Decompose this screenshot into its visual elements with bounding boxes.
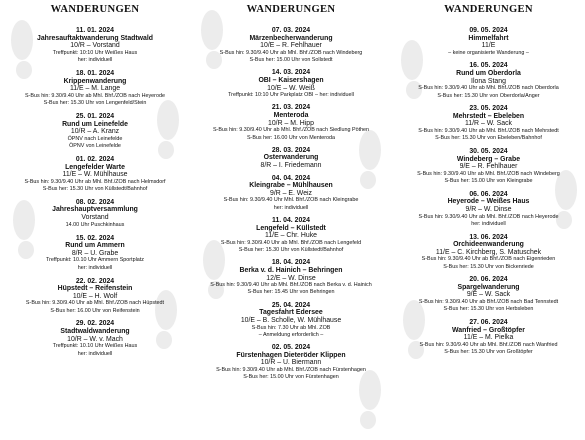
hike-detail: S-Bus hin: 9.30/9.40 Uhr ab Mhl. Bhf./ZOB nach Lengefeld	[220, 239, 362, 246]
hike-date: 25. 04. 2024	[271, 301, 311, 309]
hike-detail: S-Bus hin: 9.30/9.40 Uhr ab Mhl. Bhf./ZOB nach Siedlung Pöthen	[212, 127, 370, 134]
hike-entry	[418, 62, 559, 99]
hike-detail: S-Bus her: 15.00 Uhr von Fürstenhagen	[243, 374, 339, 381]
hike-date: 28. 03. 2024	[271, 146, 311, 154]
column-may-june	[392, 0, 585, 440]
hike-date: 13. 06. 2024	[469, 233, 508, 241]
column-march-may	[193, 0, 389, 440]
hike-detail: Treffpunkt: 10:10 Uhr Parkplatz OBI – her: individuell	[228, 92, 354, 99]
hike-detail: ÖPNV nach Leinefelde	[67, 135, 123, 142]
hike-entry	[417, 148, 560, 185]
hike-title: Jahresauftaktwanderung Stadtwald	[36, 34, 154, 42]
hike-detail: 14.00 Uhr Puschkinhaus	[65, 221, 125, 228]
hike-leader: 10/R – Vorstand	[70, 42, 120, 50]
hike-detail: Treffpunkt: 10.10 Uhr Ammern Sportplatz	[46, 257, 144, 264]
hike-detail: S-Bus her: 15.30 Uhr von Oberdorla/Anger	[437, 92, 540, 99]
hike-leader: 9/E – R. Fehlhauer	[459, 163, 518, 171]
hike-entry	[46, 235, 144, 272]
hike-title: Märzenbecherwanderung	[249, 34, 333, 42]
hike-detail: ÖPNV von Leinefelde	[69, 143, 121, 150]
hike-detail: – Anmeldung erforderlich –	[258, 331, 324, 338]
hike-leader: 9/E – W. Sack	[466, 291, 511, 299]
hike-leader: Ilona Stang	[471, 77, 506, 85]
hike-detail: her: individuell	[77, 264, 113, 271]
hike-entry	[224, 175, 359, 212]
hike-entry	[216, 344, 366, 381]
entry-list	[417, 27, 560, 362]
hike-leader: 9/R – W. Dinse	[465, 205, 512, 213]
hike-entry	[418, 105, 559, 142]
hike-date: 02. 05. 2024	[271, 344, 311, 352]
hike-date: 18. 04. 2024	[271, 259, 311, 267]
hike-title: Fürstenhagen Dieteröder Klippen	[236, 351, 346, 359]
hike-entry	[241, 302, 341, 339]
hike-detail: S-Bus her: 15.00 Uhr von Sollstedt	[249, 57, 333, 64]
hike-detail: S-Bus her: 15.30 Uhr von Küllstedt/Bahnhof	[238, 247, 344, 254]
hike-leader: 11/E – M. Lange	[69, 85, 121, 93]
hike-title: Heyerode – Weißes Haus	[447, 198, 530, 206]
hike-entry	[261, 147, 322, 170]
hike-detail: S-Bus hin: 9.30/9.40 Uhr ab Mhl. Bhf./ZOB nach Heyerode	[25, 92, 165, 99]
hike-leader: 11/E	[481, 42, 496, 50]
hike-detail: S-Bus her: 15.30 Uhr von Küllstedt/Bahnhof	[42, 185, 148, 192]
hike-leader: 10/E – R. Fehlhauer	[260, 42, 322, 50]
hike-title: Kleingrabe – Mühlhausen	[249, 182, 333, 190]
hike-detail: S-Bus hin: 9.30/9.40 Uhr ab Mhl. Bhf./ZOB nach Hüpstedt	[25, 300, 165, 307]
hike-title: Menteroda	[273, 112, 309, 120]
hike-title: Stadtwaldwanderung	[60, 328, 130, 336]
hike-date: 01. 02. 2024	[75, 155, 115, 163]
hike-detail: her: individuell	[471, 220, 506, 227]
hike-entry	[24, 156, 165, 193]
hike-date: 09. 05. 2024	[469, 27, 508, 34]
hike-title: Hüpstedt – Reifenstein	[57, 285, 133, 293]
hike-entry	[26, 278, 164, 315]
hike-leader: 10/E – W. Weiß	[267, 84, 315, 92]
hike-title: Rund um Leinefelde	[62, 120, 128, 128]
hike-detail: S-Bus hin: 9.30/9.40 Uhr ab Mhl. Bhf./ZOB nach Oberdorla	[418, 85, 559, 92]
hike-detail: S-Bus hin: 9.30/9.40 Uhr ab Mhl. Bhf./ZOB nach Windeberg	[417, 170, 560, 177]
hike-title: Himmelfahrt	[468, 34, 509, 42]
hike-title: Jahreshauptversammlung	[52, 206, 138, 214]
hike-entry	[62, 113, 128, 150]
hike-detail: Treffpunkt: 10:10 Uhr Weißes Haus	[52, 49, 138, 56]
hike-title: Wanfried – Großtöpfer	[452, 326, 525, 334]
hike-detail: S-Bus her: 15.30 Uhr von Großtöpfer	[444, 349, 533, 356]
hike-leader: 9/R – E. Weiz	[270, 189, 312, 197]
hike-detail: S-Bus her: 15.30 Uhr von Ebeleben/Bahnhof	[435, 135, 542, 142]
hike-leader: 10/E – B. Scholle, W. Mühlhause	[240, 316, 342, 324]
hike-entry	[420, 319, 558, 356]
hike-date: 11. 04. 2024	[272, 216, 310, 224]
hike-detail: S-Bus hin: 9.30/9.40 Uhr Mhl. Bhf./ZOB nach Kleingrabe	[223, 197, 359, 204]
hike-date: 11. 01. 2024	[76, 27, 114, 34]
hike-leader: 8/R – U. Grabe	[71, 249, 119, 257]
hike-detail: Treffpunkt: 10.10 Uhr Weißes Haus	[52, 343, 138, 350]
hike-date: 23. 05. 2024	[469, 105, 508, 113]
hike-detail: S-Bus hin: 9.30/9.40 Uhr ab Mhl. Bhf./ZOB nach Berka v. d. Hainich	[210, 282, 372, 289]
hike-title: Berka v. d. Hainich – Behringen	[239, 266, 343, 274]
hike-title: Krippenwanderung	[63, 77, 127, 85]
hike-detail: her: individuell	[77, 350, 113, 357]
hike-detail: S-Bus hin: 9.30/9.40 Uhr ab Mhl. Bhf./ZOB nach Windeberg	[219, 49, 363, 56]
hike-date: 16. 05. 2024	[469, 62, 508, 70]
hike-leader: 11/E – W. Mühlhause	[62, 171, 128, 179]
hike-title: Spargelwanderung	[457, 283, 520, 291]
hike-detail: S-Bus hin: 9.30/9.40 Uhr ab Bhf./ZOB nach Eigenrieden	[421, 256, 556, 263]
hike-leader: 11/E – C. Kirchberg, S. Matuschek	[435, 248, 542, 256]
hike-leader: 11/R – W. Sack	[464, 120, 512, 128]
hike-date: 29. 02. 2024	[75, 320, 115, 328]
hike-detail: S-Bus her: 16.00 Uhr von Reifenstein	[50, 307, 140, 314]
hike-detail: S-Bus hin: 9.30/9.40 Uhr ab Mhl. Bhf./ZOB nach Wanfried	[419, 341, 558, 348]
hike-detail: S-Bus hin: 9.30/9.40 Uhr ab Mhl. Bhf./ZOB nach Mehrstedt	[418, 128, 559, 135]
hike-leader: 8/R – I. Friedemann	[260, 162, 322, 170]
hike-detail: S-Bus hin: 9.30/9.40 Uhr ab Mhl. Bhf./ZOB nach Helmsdorf	[24, 178, 166, 185]
hike-date: 22. 02. 2024	[75, 277, 115, 285]
entry-list	[210, 27, 371, 386]
hike-date: 07. 03. 2024	[271, 27, 311, 34]
hike-date: 21. 03. 2024	[271, 104, 311, 112]
hike-leader: 10/E – H. Wolf	[72, 292, 118, 300]
hike-entry	[228, 69, 354, 99]
hike-detail: S-Bus her: 15.00 Uhr von Kleingrabe	[444, 178, 533, 185]
hike-title: Lengefeld – Küllstedt	[256, 224, 326, 232]
hike-entry	[221, 217, 361, 254]
hike-leader: 11/E – M. Pielka	[463, 334, 514, 342]
hike-title: Osterwanderung	[263, 154, 319, 162]
hike-entry	[52, 199, 138, 229]
hike-detail: S-Bus hin: 9.30/9.40 Uhr ab Bhf./ZOB nach Bad Tennstedt	[418, 299, 559, 306]
hike-entry	[419, 276, 558, 313]
hike-title: OBI – Kaisershagen	[258, 76, 324, 84]
hike-leader: 10/R – M. Hipp	[268, 119, 314, 127]
hike-entry	[213, 104, 369, 141]
hike-detail: – keine organisierte Wanderung –	[448, 49, 529, 56]
hike-detail: her: individuell	[273, 204, 309, 211]
hike-date: 14. 03. 2024	[271, 69, 311, 77]
hike-detail: S-Bus hin: 9.30/9.40 Uhr ab Mhl. Bhf./ZOB nach Heyerode	[418, 213, 559, 220]
hike-leader: 10/R – A. Kranz	[70, 128, 120, 136]
hike-entry	[422, 234, 556, 271]
hike-leader: 10/R – W. v. Mach	[67, 335, 123, 343]
hike-title: Windeberg – Grabe	[456, 155, 521, 163]
hike-title: Rund um Oberdorla	[456, 70, 521, 78]
hike-date: 20. 06. 2024	[469, 276, 508, 284]
hike-entry	[419, 191, 559, 228]
hike-leader: Vorstand	[81, 214, 109, 222]
hike-entry	[448, 27, 529, 57]
hike-date: 15. 02. 2024	[75, 234, 115, 242]
hike-detail: S-Bus her: 15.30 Uhr von Bickenriede	[443, 263, 534, 270]
hike-title: Rund um Ammern	[65, 242, 125, 250]
column-title: WANDERUNGEN	[50, 4, 140, 15]
hike-entry	[37, 27, 153, 64]
hike-detail: her: individuell	[77, 57, 113, 64]
hike-date: 04. 04. 2024	[271, 174, 311, 182]
column-title: WANDERUNGEN	[444, 4, 533, 15]
hike-leader: 11/E – Chr. Huke	[265, 232, 317, 240]
column-title: WANDERUNGEN	[246, 4, 336, 15]
hike-title: Lengefelder Warte	[65, 163, 125, 171]
hike-title: Tagesfahrt Edersee	[259, 309, 323, 317]
hike-detail: S-Bus her: 16.00 Uhr von Menteroda	[246, 134, 336, 141]
hike-leader: 10/R – U. Biermann	[260, 359, 322, 367]
hike-date: 25. 01. 2024	[75, 112, 115, 120]
hike-date: 30. 05. 2024	[469, 148, 508, 155]
hike-date: 06. 06. 2024	[469, 190, 508, 198]
hike-entry	[220, 27, 363, 64]
hike-date: 18. 01. 2024	[75, 69, 115, 77]
hike-entry	[25, 70, 165, 107]
hike-detail: S-Bus her: 15.45 Uhr von Behringen	[247, 289, 335, 296]
hike-leader: 12/E – W. Dinse	[266, 274, 316, 282]
hike-date: 27. 06. 2024	[469, 319, 508, 327]
hike-detail: S-Bus hin: 7.30 Uhr ab Mhl. ZOB	[251, 324, 331, 331]
column-january-february	[0, 0, 190, 440]
hike-title: Mehrstedt – Ebeleben	[452, 112, 525, 120]
hike-detail: S-Bus hin: 9.30/9.40 Uhr ab Mhl. Bhf./ZOB nach Fürstenhagen	[216, 366, 366, 373]
hike-detail: S-Bus her: 15.30 Uhr von Lengenfeld/Stein	[43, 100, 147, 107]
hike-title: Orchideenwanderung	[453, 241, 524, 249]
hike-detail: S-Bus her: 15.30 Uhr von Herbsleben	[443, 306, 534, 313]
hike-date: 08. 02. 2024	[75, 198, 115, 206]
entry-list	[24, 27, 165, 363]
hike-entry	[53, 320, 137, 357]
hike-entry	[210, 259, 371, 296]
